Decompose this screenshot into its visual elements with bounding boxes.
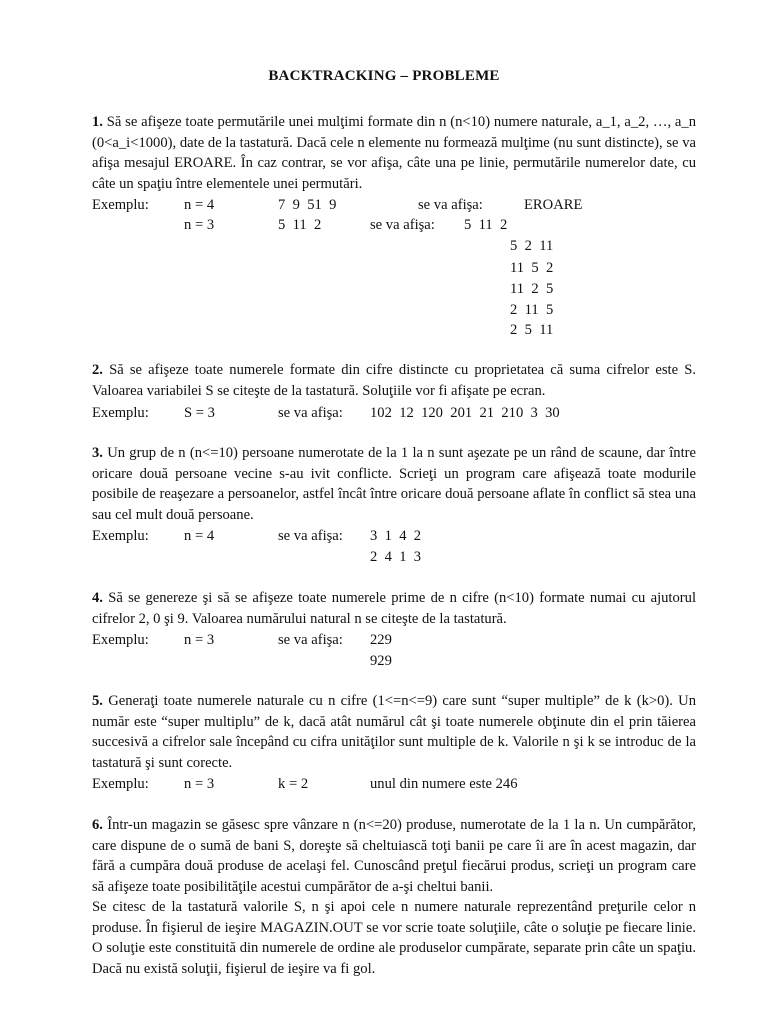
problem-3-output-line: 2 4 1 3 bbox=[370, 549, 422, 565]
problem-4-number: 4. bbox=[92, 590, 103, 606]
problem-1-output-line: 5 2 11 bbox=[510, 238, 554, 254]
problem-6-input-output-spec: Se citesc de la tastatură valorile S, n şi apoi cele n numere naturale reprezentând preţurile celor n produse. În fişierul de ieşire MAGAZIN.OUT se vor scrie toate soluţiile, câte o soluţie pe fiecare linie. O soluţie este constituită din numerele de ordine ale produselor cumpărate, separate prin câte un spaţiu. Dacă nu există soluţii, fişierul de ieşire va fi gol. bbox=[92, 899, 696, 977]
problem-1-statement bbox=[92, 112, 696, 194]
problem-5-statement bbox=[92, 691, 696, 773]
problem-1-example-2-show: se va afişa: bbox=[370, 217, 435, 233]
problem-4-text: Să se genereze şi să se afişeze toate numerele prime de n cifre (n<10) formate numai cu ajutorul cifrelor 2, 0 şi 9. Valoarea numărului natural n se citeşte de la tastatură. bbox=[92, 590, 696, 627]
problem-2-number: 2. bbox=[92, 362, 103, 378]
problem-2-example-show: se va afişa: bbox=[278, 405, 343, 421]
problem-1-output-line: 11 2 5 bbox=[510, 281, 554, 297]
problem-5-example-k: k = 2 bbox=[278, 776, 309, 792]
problem-1-example-1-show: se va afişa: bbox=[418, 197, 483, 213]
problem-1-example-1-output: EROARE bbox=[524, 197, 583, 213]
problem-3-example-label: Exemplu: bbox=[92, 528, 149, 544]
problem-4-example-label: Exemplu: bbox=[92, 632, 149, 648]
problem-1-output-line: 11 5 2 bbox=[510, 260, 554, 276]
problem-2-example-output: 102 12 120 201 21 210 3 30 bbox=[370, 405, 560, 421]
problem-4-example-show: se va afişa: bbox=[278, 632, 343, 648]
problem-2-statement bbox=[92, 360, 696, 401]
problem-3-output-line: 3 1 4 2 bbox=[370, 528, 422, 544]
problem-1-example-1-n: n = 4 bbox=[184, 197, 215, 213]
problem-6-statement bbox=[92, 815, 696, 897]
problem-2-example-label: Exemplu: bbox=[92, 405, 149, 421]
problem-3-number: 3. bbox=[92, 445, 103, 461]
problem-5-number: 5. bbox=[92, 693, 103, 709]
problem-5-example-output: unul din numere este 246 bbox=[370, 776, 518, 792]
problem-4-output-line: 929 bbox=[370, 653, 392, 669]
problem-5-example-label: Exemplu: bbox=[92, 776, 149, 792]
page-title: BACKTRACKING – PROBLEME bbox=[268, 68, 500, 84]
problem-5-text: Generaţi toate numerele naturale cu n cifre (1<=n<=9) care sunt “super multiple” de k (k>0). Un număr este “super multiplu” de k, dacă atât numărul cât şi toate numerele obţinute din el prin tăierea succesivă a cifrelor sale începând cu cifra unităţilor sunt multiple de k. Valorile n şi k se introduc de la tastatură şi sunt corecte. bbox=[92, 693, 696, 771]
problem-6-text: Într-un magazin se găsesc spre vânzare n (n<=20) produse, numerotate de la 1 la n. Un cumpărător, care dispune de o sumă de bani S, doreşte să cheltuiască toţi banii pe care îi are în acest magazin, dar fără a cumpăra două produse de acelaşi fel. Cunoscând preţul fiecărui produs, scrieţi un program care să afişeze toate posibilităţile acestui cumpărător de a-şi cheltui banii. bbox=[92, 817, 696, 895]
problem-1-output-line: 2 5 11 bbox=[510, 322, 554, 338]
problem-1-example-2-values: 5 11 2 bbox=[278, 217, 322, 233]
problem-1-output-line: 2 11 5 bbox=[510, 302, 554, 318]
problem-4-statement bbox=[92, 588, 696, 629]
problem-2-text: Să se afişeze toate numerele formate din cifre distincte cu proprietatea că suma cifrelor este S. Valoarea variabilei S se citeşte de la tastatură. Soluţiile vor fi afişate pe ecran. bbox=[92, 362, 696, 399]
problem-3-example-n: n = 4 bbox=[184, 528, 215, 544]
problem-5-example-n: n = 3 bbox=[184, 776, 215, 792]
problem-4-output-line: 229 bbox=[370, 632, 392, 648]
problem-3-statement bbox=[92, 443, 696, 525]
problem-6-number: 6. bbox=[92, 817, 103, 833]
problem-4-example-n: n = 3 bbox=[184, 632, 215, 648]
problem-1-number: 1. bbox=[92, 114, 103, 130]
problem-1-example-2-n: n = 3 bbox=[184, 217, 215, 233]
problem-1-text: Să se afişeze toate permutările unei mulţimi formate din n (n<10) numere naturale, a_1, a_2, …, a_n (0<a_i<1000), date de la tastatură. Dacă cele n elemente nu formează mulţime (nu sunt distincte), se va afişa mesajul EROARE. În caz contrar, se vor afişa, câte una pe linie, permutările numerelor date, cu câte un spaţiu între elementele unei permutări. bbox=[92, 114, 696, 192]
problem-3-text: Un grup de n (n<=10) persoane numerotate de la 1 la n sunt aşezate pe un rând de scaune, dar între oricare două persoane vecine s-au ivit conflicte. Scrieţi un program care afişează toate modurile posibile de reaşezare a persoanelor, astfel încât între oricare două persoane aflate în conflict să stea una sau cel mult două persoane. bbox=[92, 445, 696, 523]
problem-3-example-show: se va afişa: bbox=[278, 528, 343, 544]
problem-1-example-1-values: 7 9 51 9 bbox=[278, 197, 337, 213]
problem-1-example-label: Exemplu: bbox=[92, 197, 149, 213]
problem-2-example-s: S = 3 bbox=[184, 405, 215, 421]
problem-1-output-line: 5 11 2 bbox=[464, 217, 508, 233]
